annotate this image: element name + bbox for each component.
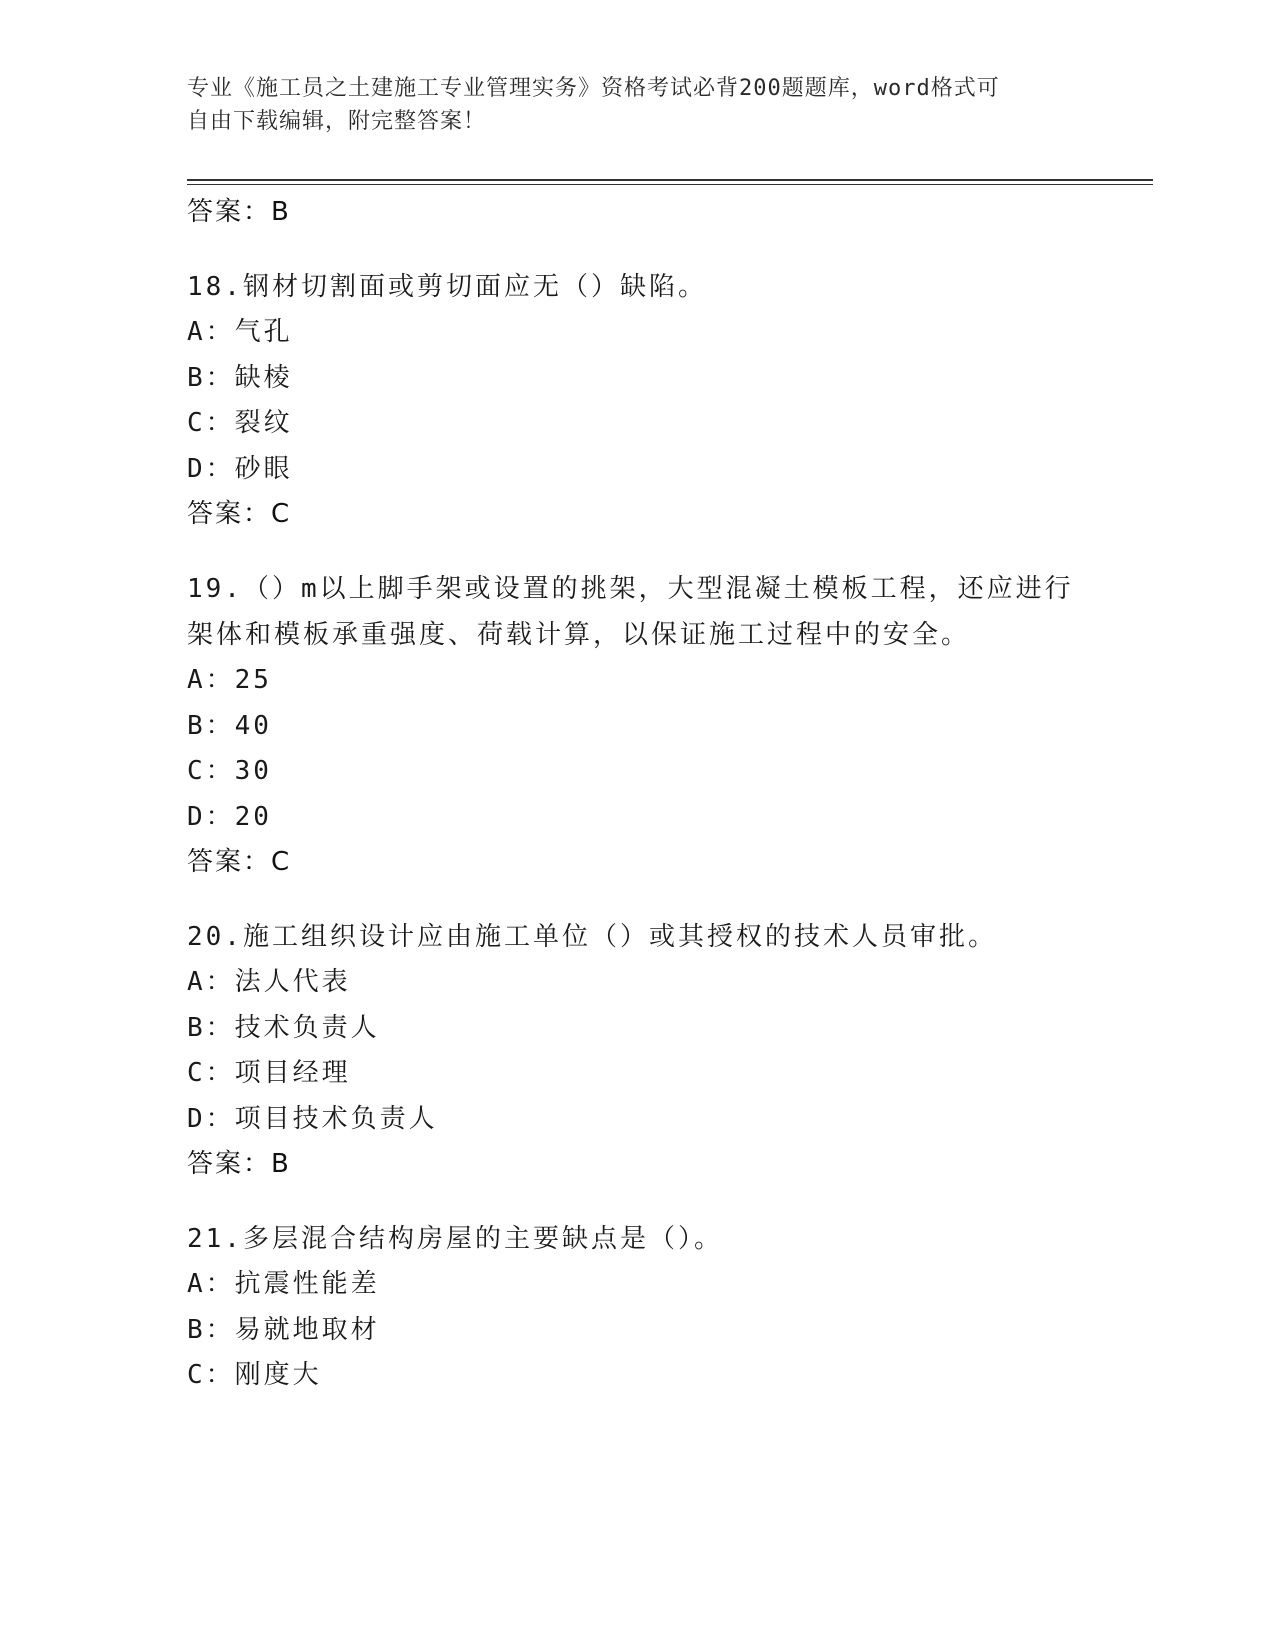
answer: 答案：C — [187, 847, 292, 877]
question-text: 21.多层混合结构房屋的主要缺点是（）。 — [187, 1224, 723, 1254]
option-a: A：25 — [187, 665, 272, 695]
option-a: A：气孔 — [187, 317, 293, 347]
question-block — [187, 264, 1087, 536]
option-b: B：缺棱 — [187, 362, 293, 393]
option-a: A：法人代表 — [187, 967, 351, 997]
answer: 答案：C — [187, 499, 292, 529]
question-text: 18.钢材切割面或剪切面应无（）缺陷。 — [187, 272, 707, 302]
header-divider-thick — [187, 179, 1153, 181]
question-text: 20.施工组织设计应由施工单位（）或其授权的技术人员审批。 — [187, 922, 997, 952]
option-c: C：刚度大 — [187, 1360, 322, 1390]
option-c: C：裂纹 — [187, 408, 293, 438]
option-c: C：项目经理 — [187, 1058, 351, 1088]
option-d: D：项目技术负责人 — [187, 1103, 438, 1134]
question-block — [187, 914, 1087, 1186]
previous-answer: 答案：B — [187, 197, 291, 227]
option-d: D：20 — [187, 801, 272, 832]
page-header — [187, 72, 1067, 138]
question-list — [187, 190, 1087, 1399]
answer: 答案：B — [187, 1149, 291, 1179]
option-b: B：易就地取材 — [187, 1314, 380, 1345]
question-block — [187, 566, 1087, 884]
option-c: C：30 — [187, 756, 272, 786]
header-line-2: 自由下载编辑，附完整答案！ — [187, 109, 487, 134]
option-d: D：砂眼 — [187, 453, 293, 484]
option-b: B：40 — [187, 710, 272, 741]
question-text: 19.（）m以上脚手架或设置的挑架，大型混凝土模板工程，还应进行架体和模板承重强度、荷载计算，以保证施工过程中的安全。 — [187, 574, 1074, 650]
option-b: B：技术负责人 — [187, 1012, 380, 1043]
header-divider-thin — [187, 184, 1153, 185]
header-line-1: 专业《施工员之土建施工专业管理实务》资格考试必背200题题库，word格式可 — [187, 76, 1000, 101]
question-block — [187, 1216, 1087, 1399]
option-a: A：抗震性能差 — [187, 1269, 380, 1299]
